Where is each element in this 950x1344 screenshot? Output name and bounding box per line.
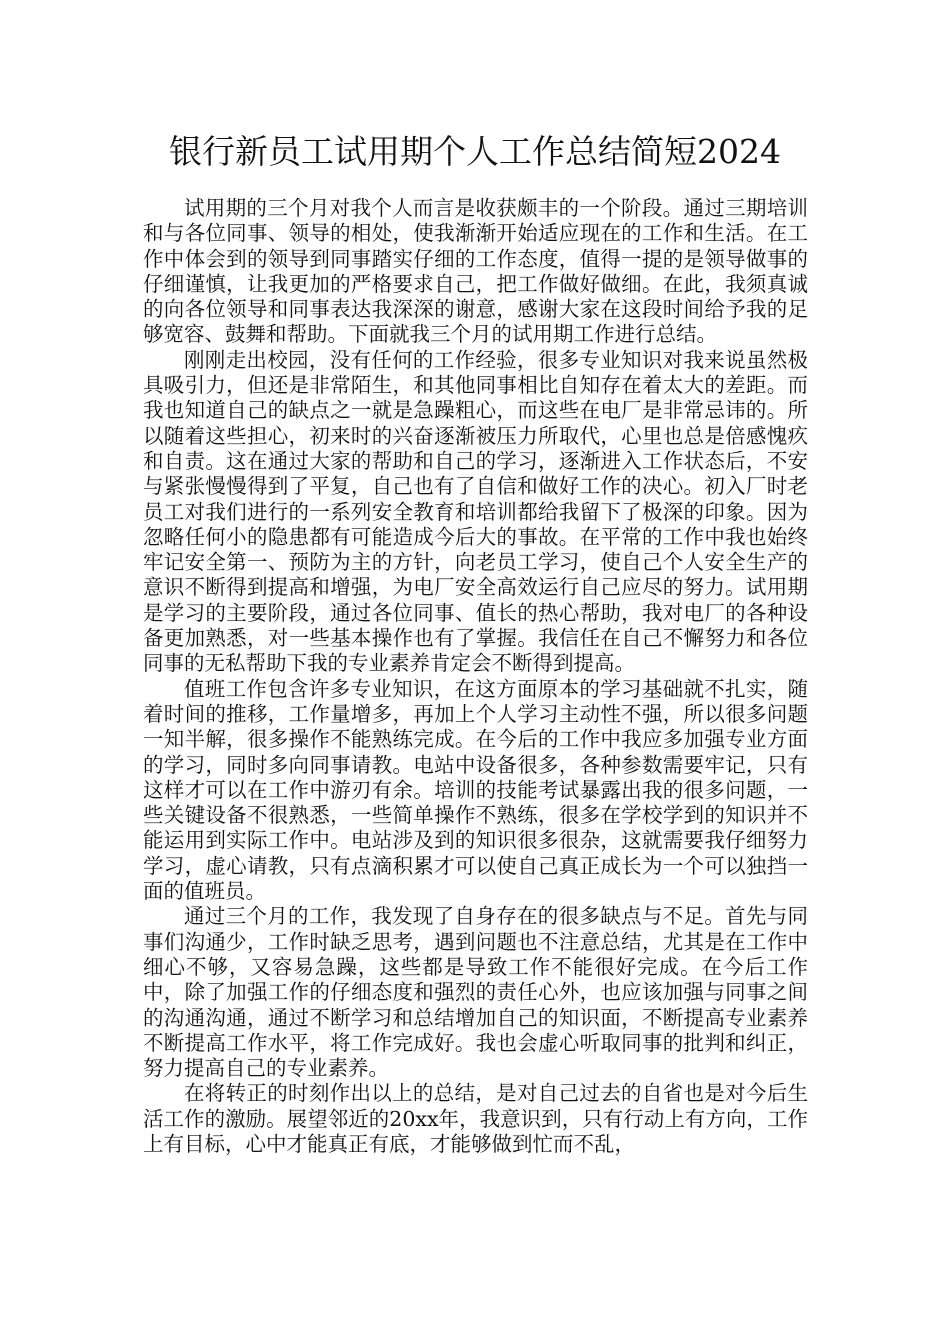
document-body [143,196,808,1157]
paragraph: 在将转正的时刻作出以上的总结，是对自己过去的自省也是对今后生活工作的激励。展望邻近的20xx年，我意识到，只有行动上有方向，工作上有目标，心中才能真正有底，才能够做到忙而不乱， [143,1081,808,1156]
paragraph: 值班工作包含许多专业知识，在这方面原本的学习基础就不扎实，随着时间的推移，工作量增多，再加上个人学习主动性不强，所以很多问题一知半解，很多操作不能熟练完成。在今后的工作中我应多加强专业方面的学习，同时多向同事请教。电站中设备很多，各种参数需要牢记，只有这样才可以在工作中游刃有余。培训的技能考试暴露出我的很多问题，一些关键设备不很熟悉，一些简单操作不熟练，很多在学校学到的知识并不能运用到实际工作中。电站涉及到的知识很多很杂，这就需要我仔细努力学习，虚心请教，只有点滴积累才可以使自己真正成长为一个可以独挡一面的值班员。 [143,676,808,904]
paragraph: 试用期的三个月对我个人而言是收获颇丰的一个阶段。通过三期培训和与各位同事、领导的相处，使我渐渐开始适应现在的工作和生活。在工作中体会到的领导到同事踏实仔细的工作态度，值得一提的是领导做事的仔细谨慎，让我更加的严格要求自己，把工作做好做细。在此，我须真诚的向各位领导和同事表达我深深的谢意，感谢大家在这段时间给予我的足够宽容、鼓舞和帮助。下面就我三个月的试用期工作进行总结。 [143,196,808,347]
paragraph: 通过三个月的工作，我发现了自身存在的很多缺点与不足。首先与同事们沟通少，工作时缺乏思考，遇到问题也不注意总结，尤其是在工作中细心不够，又容易急躁，这些都是导致工作不能很好完成。在今后工作中，除了加强工作的仔细态度和强烈的责任心外，也应该加强与同事之间的沟通沟通，通过不断学习和总结增加自己的知识面，不断提高专业素养不断提高工作水平，将工作完成好。我也会虚心听取同事的批判和纠正，努力提高自己的专业素养。 [143,904,808,1081]
paragraph: 刚刚走出校园，没有任何的工作经验，很多专业知识对我来说虽然极具吸引力，但还是非常陌生，和其他同事相比自知存在着太大的差距。而我也知道自己的缺点之一就是急躁粗心，而这些在电厂是非常忌讳的。所以随着这些担心，初来时的兴奋逐渐被压力所取代，心里也总是倍感愧疚和自责。这在通过大家的帮助和自己的学习，逐渐进入工作状态后，不安与紧张慢慢得到了平复，自己也有了自信和做好工作的决心。初入厂时老员工对我们进行的一系列安全教育和培训都给我留下了极深的印象。因为忽略任何小的隐患都有可能造成今后大的事故。在平常的工作中我也始终牢记安全第一、预防为主的方针，向老员工学习，使自己个人安全生产的意识不断得到提高和增强，为电厂安全高效运行自己应尽的努力。试用期是学习的主要阶段，通过各位同事、值长的热心帮助，我对电厂的各种设备更加熟悉，对一些基本操作也有了掌握。我信任在自己不懈努力和各位同事的无私帮助下我的专业素养肯定会不断得到提高。 [143,347,808,676]
document-title: 银行新员工试用期个人工作总结简短2024 [169,132,781,171]
